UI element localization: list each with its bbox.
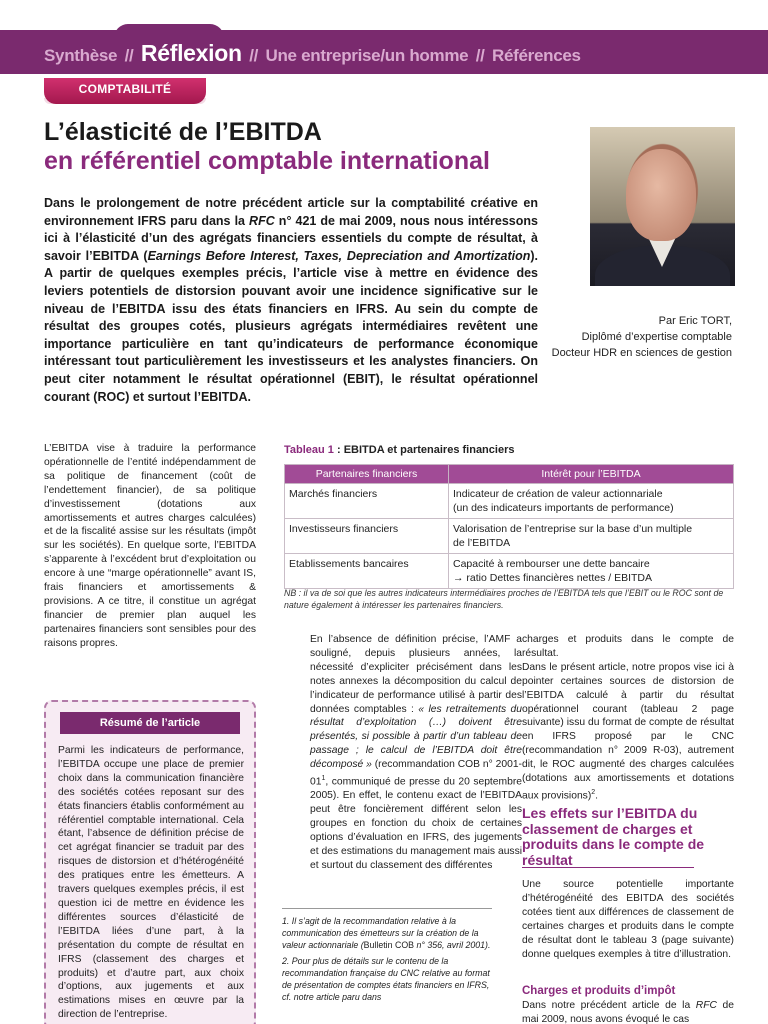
col3-text-end: . (595, 790, 599, 802)
rubric-badge: COMPTABILITÉ (44, 78, 206, 104)
table1-title: : EBITDA et partenaires financiers (333, 444, 515, 456)
nav-separator: // (475, 46, 485, 65)
table-row (285, 484, 734, 519)
footnote-1-text: 1. Il s’agit de la recommandation relative à la communication des émetteurs sur la création de la valeur actionnariale ( (282, 916, 479, 950)
summary-title: Résumé de l’article (60, 712, 240, 734)
interest-line: Valorisation de l’entreprise sur la base d’un multiple (453, 523, 693, 535)
table-cell-interest (449, 519, 734, 554)
table1-header-interest: Intérêt pour l’EBITDA (449, 465, 734, 484)
table1-label: Tableau 1 (284, 444, 334, 456)
subsection-text-2: de mai 2009, nous avons évoqué le cas (522, 1000, 734, 1024)
table1-header-partner: Partenaires financiers (285, 465, 449, 484)
col1-paragraph: L’EBITDA vise à traduire la performance opérationnelle de l’entité indépendamment de sa politique de financement (coût de l’endettement financier), de sa politique d’investissement (dotations aux amortissements et autres charges calculées) et de la fiscalité assise sur les résultats (impôt sur les sociétés). En quelque sorte, l’EBITDA s’apparente à l’excédent brut d’exploitation ou encore à une “marge opérationnelle” avant IS, frais financiers et amortissements & provisions. A ce titre, il constitue un agrégat financier de premier plan auquel les partenaires financiers sont sensibles pour des raisons propres. (44, 443, 256, 649)
col2-text-2: (recommandation COB n° 2001-01 (310, 759, 522, 788)
interest-line: (un des indicateurs importants de performance) (453, 502, 674, 514)
col2-quote: « les retraitements du résultat d’exploitation (…) doivent être présentés, si possible à partir d’un tableau de passage ; le calcul de l’EBITDA doit être décomposé » (310, 703, 522, 771)
article-title: L’élasticité de l’EBITDA (44, 118, 322, 146)
subsection-paragraph (522, 999, 734, 1024)
footnote-1-source: Bulletin COB (363, 940, 415, 950)
author-degree: Diplômé d’expertise comptable (581, 331, 732, 343)
interest-line: → ratio Dettes financières nettes / EBITDA (453, 572, 652, 584)
table-cell-partner: Investisseurs financiers (285, 519, 449, 554)
summary-text: Parmi les indicateurs de performance, l’EBITDA occupe une place de premier choix dans la communication financière des sociétés cotées reposant sur des états financiers établis conformément au référentiel comptable international. Cela étant, l’absence de définition précise de cet agrégat financier se traduit par des risques de distorsion et d’hétérogénéité des pratiques entre les émetteurs. A travers quelques exemples précis, il est question ici de mettre en évidence les différentes sources d’élasticité de l’EBITDA liées d’une part, à la présentation du compte de résultat en IFRS (classement des charges et produits) et d’autre part, aux choix d’options, aux jugements et aux estimations mises en œuvre par la direction de l’entreprise. (58, 745, 244, 1021)
table-cell-partner: Marchés financiers (285, 484, 449, 519)
author-photo-face (626, 149, 696, 241)
summary-box (44, 700, 256, 1024)
author-credit (552, 313, 732, 361)
interest-line: Indicateur de création de valeur actionnariale (453, 488, 663, 500)
col2-text-1: En l’absence de définition précise, l’AMF a souligné, depuis plusieurs années, la nécessité d’expliciter précisément dans les notes annexes la décomposition du calcul de l’indicateur de performance utilisé à partir des données comptables : (310, 634, 522, 715)
footnote-divider (282, 908, 492, 909)
col2-text-3: , communiqué de presse du 20 septembre 2005). En effet, le contenu exact de l’EBITDA peut être foncièrement différent selon les groupes en fonction du choix de certaines options d’évaluation en IFRS, des jugements et des estimations du management mais aussi et surtout du classement des différentes (310, 776, 522, 871)
table-cell-interest (449, 554, 734, 589)
footnote-2: 2. Pour plus de détails sur le contenu de la recommandation française du CNC relative au format de présentation de comptes états financiers en IFRS, cf. notre article paru dans (282, 956, 490, 1002)
col2-paragraph (310, 633, 522, 873)
lead-paragraph (44, 195, 538, 406)
author-photo (590, 127, 735, 286)
section-nav (44, 40, 581, 67)
footnote-ref: 1 (321, 775, 326, 783)
article-subtitle: en référentiel comptable international (44, 147, 490, 175)
author-name: Par Eric TORT, (658, 315, 732, 327)
footnote-ref: 2 (591, 788, 596, 796)
footnote-1-end: n° 356, avril 2001). (414, 940, 491, 950)
nav-separator: // (124, 46, 134, 65)
subsection-rfc: RFC (695, 1000, 717, 1011)
table-row (285, 554, 734, 589)
section-paragraph: Une source potentielle importante d’hétérogénéité des EBITDA des sociétés cotées tient aux différences de classement de certaines charges et produits dans le compte de résultat dont le tableau 3 (page suivante) donne quelques exemples à titre d’illustration. (522, 879, 734, 960)
interest-line: de l’EBITDA (453, 537, 511, 549)
footnote-1 (282, 915, 492, 951)
nav-item-synthese[interactable]: Synthèse (44, 46, 118, 65)
footnotes (282, 915, 492, 1007)
table-cell-interest (449, 484, 734, 519)
nav-item-entreprise[interactable]: Une entreprise/un homme (265, 46, 469, 65)
subsection-text-1: Dans notre précédent article de la (522, 1000, 696, 1011)
lead-text-3: ). A partir de quelques exemples précis, l’article vise à mettre en évidence des leviers potentiels de distorsion pouvant avoir une incidence significative sur le niveau de l’EBITDA issu des états financiers en IFRS. Au sein du compte de résultat des groupes cotés, plusieurs agrégats intermédiaires revêtent une importance particulière en tant qu’indicateurs de performance économique intéressant tout particulièrement les investisseurs et les analystes financiers. On peut citer notamment le résultat opérationnel (EBIT), le résultat opérationnel courant (ROC) et surtout l’EBITDA. (44, 248, 538, 404)
nav-item-references[interactable]: Références (492, 46, 581, 65)
nav-item-reflexion[interactable]: Réflexion (140, 40, 242, 66)
interest-line: Capacité à rembourser une dette bancaire (453, 558, 650, 570)
section-heading: Les effets sur l’EBITDA du classement de charges et produits dans le compte de résultat (522, 805, 705, 868)
subsection-heading: Charges et produits d’impôt (522, 985, 676, 997)
lead-text-1: Dans le prolongement de notre précédent article sur la comptabilité créative en environnement IFRS paru dans la (44, 196, 538, 228)
author-title: Docteur HDR en sciences de gestion (551, 347, 732, 359)
lead-rfc: RFC (249, 213, 275, 228)
lead-text-2: n° 421 de mai 2009, nous nous intéressons ici à l’élasticité d’un des agrégats financiers essentiels du compte de résultat, à savoir l’EBITDA ( (44, 213, 538, 263)
body-column-1 (44, 442, 256, 651)
col3-text: Dans le présent article, notre propos vise ici à pointer certaines sources de distorsion de l’EBITDA calculé à partir du résultat opérationnel courant (tableau 2 page suivante) issu du format de compte de résultat en IFRS proposé par le CNC (recommandation n° 2009 R-03), autrement dit, le ROC augmenté des charges calculées (dotations aux amortissements et dotations aux provisions) (522, 661, 734, 802)
col3-paragraph-2 (522, 661, 734, 803)
table-row (285, 519, 734, 554)
section-heading-underline (522, 867, 694, 868)
nav-separator: // (249, 46, 259, 65)
body-column-3 (522, 633, 734, 803)
col3-paragraph-1: charges et produits dans le compte de résultat. (522, 634, 734, 659)
table1-note: NB : il va de soi que les autres indicateurs intermédiaires proches de l’EBITDA tels que l’EBIT ou le ROC sont de nature également à intéresser les partenaires financiers. (284, 588, 724, 610)
body-column-2 (310, 633, 522, 873)
table1-caption (284, 444, 514, 456)
lead-ebitda-definition: Earnings Before Interest, Taxes, Depreciation and Amortization (147, 248, 531, 263)
table1 (284, 464, 734, 589)
table-cell-partner: Etablissements bancaires (285, 554, 449, 589)
